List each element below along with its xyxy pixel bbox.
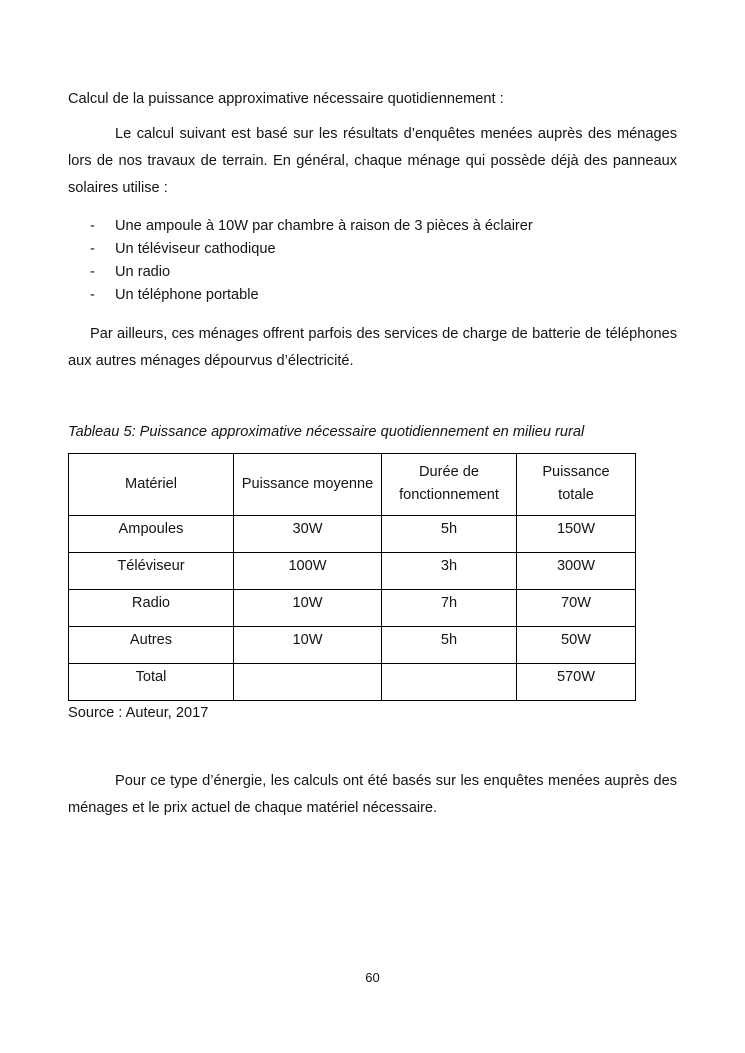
table-cell: 570W — [517, 663, 636, 700]
list-dash-marker: - — [90, 287, 95, 304]
table-header-row — [69, 453, 636, 515]
list-dash-marker: - — [90, 218, 95, 235]
table-cell: Radio — [69, 589, 234, 626]
table-cell: 7h — [382, 589, 517, 626]
table-cell: 3h — [382, 552, 517, 589]
table-cell — [234, 663, 382, 700]
table-row — [69, 626, 636, 663]
table-header-cell: Puissance moyenne — [234, 453, 382, 515]
list-item — [90, 284, 677, 307]
paragraph-intro: Le calcul suivant est basé sur les résultats d’enquêtes menées auprès des ménages lors de nos travaux de terrain. En général, chaque ménage qui possède déjà des panneaux solaires utilise : — [68, 126, 677, 197]
list-item — [90, 261, 677, 284]
list-dash-marker: - — [90, 241, 95, 258]
table-row — [69, 552, 636, 589]
table-caption: Tableau 5: Puissance approximative nécessaire quotidiennement en milieu rural — [68, 424, 585, 441]
power-table — [68, 453, 636, 701]
table-cell: Total — [69, 663, 234, 700]
table-row — [69, 515, 636, 552]
list-item — [90, 215, 677, 238]
section-heading: Calcul de la puissance approximative nécessaire quotidiennement : — [68, 91, 504, 107]
table-cell: 70W — [517, 589, 636, 626]
table-cell: Téléviseur — [69, 552, 234, 589]
table-cell: 10W — [234, 626, 382, 663]
table-cell: Ampoules — [69, 515, 234, 552]
table-header-cell: Durée de fonctionnement — [382, 453, 517, 515]
table-cell: 50W — [517, 626, 636, 663]
table-cell: 150W — [517, 515, 636, 552]
table-cell: 30W — [234, 515, 382, 552]
paragraph-closing: Pour ce type d’énergie, les calculs ont été basés sur les enquêtes menées auprès des ménages et le prix actuel de chaque matériel nécessaire. — [68, 772, 677, 816]
table-cell: 300W — [517, 552, 636, 589]
list-item — [90, 238, 677, 261]
list-item-text: Un téléphone portable — [115, 287, 259, 304]
list-item-text: Un radio — [115, 264, 171, 281]
table-row — [69, 663, 636, 700]
table-cell: Autres — [69, 626, 234, 663]
page-number: 60 — [365, 970, 380, 985]
table-header-cell: Matériel — [69, 453, 234, 515]
list-item-text: Un téléviseur cathodique — [115, 241, 276, 258]
table-cell: 5h — [382, 626, 517, 663]
table-source: Source : Auteur, 2017 — [68, 704, 209, 721]
table-header-cell: Puissance totale — [517, 453, 636, 515]
list-item-text: Une ampoule à 10W par chambre à raison de 3 pièces à éclairer — [115, 218, 533, 235]
table-cell: 100W — [234, 552, 382, 589]
paragraph-services: Par ailleurs, ces ménages offrent parfois des services de charge de batterie de téléphones aux autres ménages dépourvus d’électricité. — [68, 326, 677, 370]
list-dash-marker: - — [90, 264, 95, 281]
equipment-list — [90, 215, 677, 307]
table-cell — [382, 663, 517, 700]
table-cell: 5h — [382, 515, 517, 552]
table-row — [69, 589, 636, 626]
table-cell: 10W — [234, 589, 382, 626]
